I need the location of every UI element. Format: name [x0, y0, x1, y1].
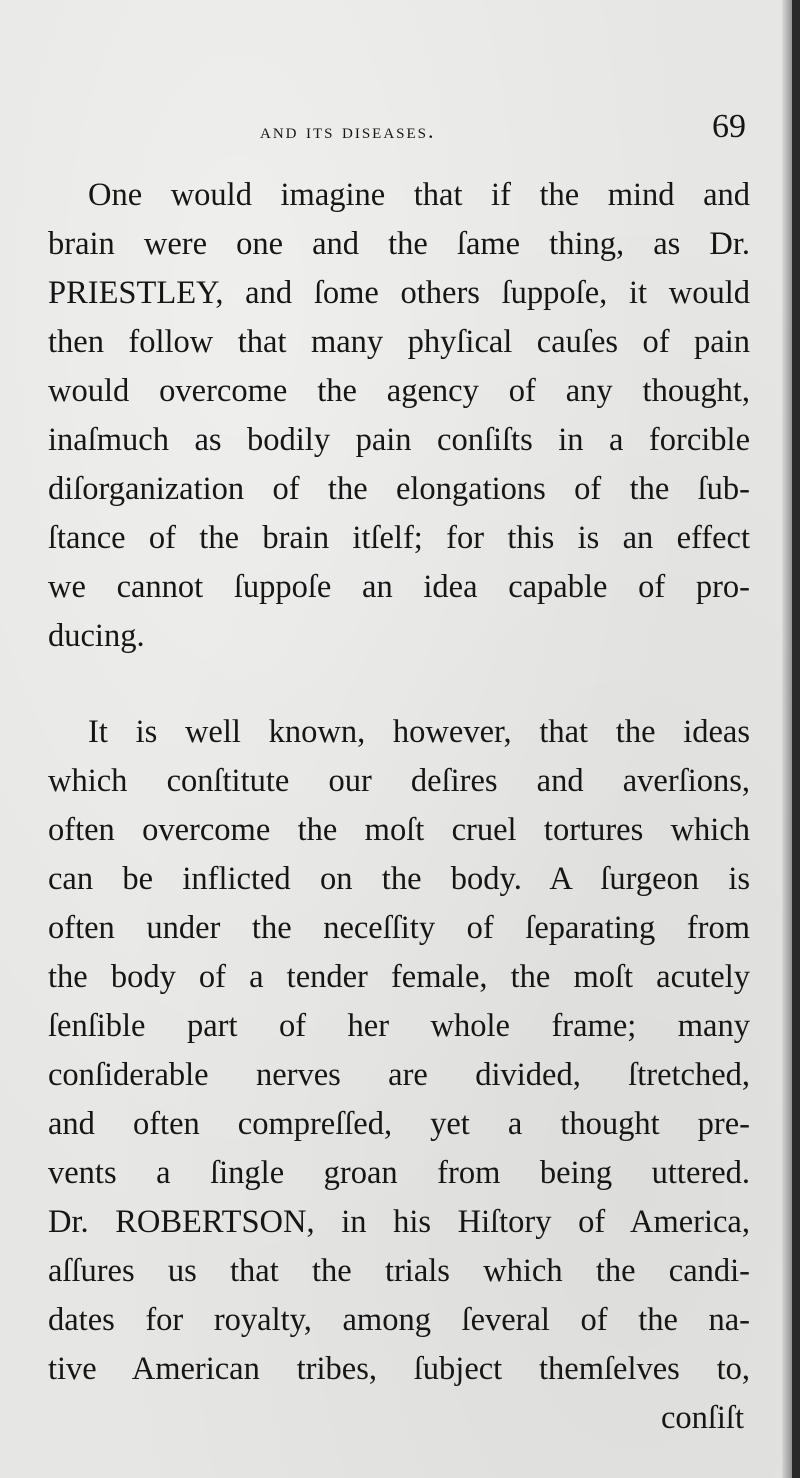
text-line: One would imagine that if the mind and — [88, 177, 750, 213]
text-line: dates for royalty, among ſeveral of the na- — [48, 1302, 750, 1338]
text-line: often under the neceſſity of ſeparating from — [48, 910, 750, 946]
page-number: 69 — [712, 108, 746, 145]
text-line: Dr. ROBERTSON, in his Hiſtory of America, — [48, 1204, 750, 1240]
text-line: brain were one and the ſame thing, as Dr. — [48, 226, 750, 262]
text-line: inaſmuch as bodily pain conſiſts in a forcible — [48, 422, 750, 458]
text-line: PRIESTLEY, and ſome others ſuppoſe, it would — [48, 275, 750, 311]
text-line: tive American tribes, ſubject themſelves to, — [48, 1351, 750, 1387]
text-line: ſenſible part of her whole frame; many — [48, 1008, 750, 1044]
text-line: would overcome the agency of any thought, — [48, 373, 750, 409]
page-edge-shadow — [782, 0, 792, 1478]
text-line: and often compreſſed, yet a thought pre- — [48, 1106, 750, 1142]
text-line: It is well known, however, that the ideas — [88, 714, 750, 750]
text-line: conſiderable nerves are divided, ſtretched, — [48, 1057, 750, 1093]
text-line: aſſures us that the trials which the candi- — [48, 1253, 750, 1289]
text-line: which conſtitute our deſires and averſions, — [48, 763, 750, 799]
text-line: then follow that many phyſical cauſes of pain — [48, 324, 750, 360]
text-line: the body of a tender female, the moſt acutely — [48, 959, 750, 995]
text-line: can be inflicted on the body. A ſurgeon is — [48, 861, 750, 897]
text-line: often overcome the moſt cruel tortures which — [48, 812, 750, 848]
running-head: and its diseases. — [260, 118, 436, 143]
text-line: we cannot ſuppoſe an idea capable of pro- — [48, 569, 750, 605]
catchword: conſiſt — [660, 1400, 744, 1436]
text-line: diſorganization of the elongations of the ſub- — [48, 471, 750, 507]
text-line: vents a ſingle groan from being uttered. — [48, 1155, 750, 1191]
text-line: ſtance of the brain itſelf; for this is an effect — [48, 520, 750, 556]
text-line: ducing. — [48, 618, 145, 654]
